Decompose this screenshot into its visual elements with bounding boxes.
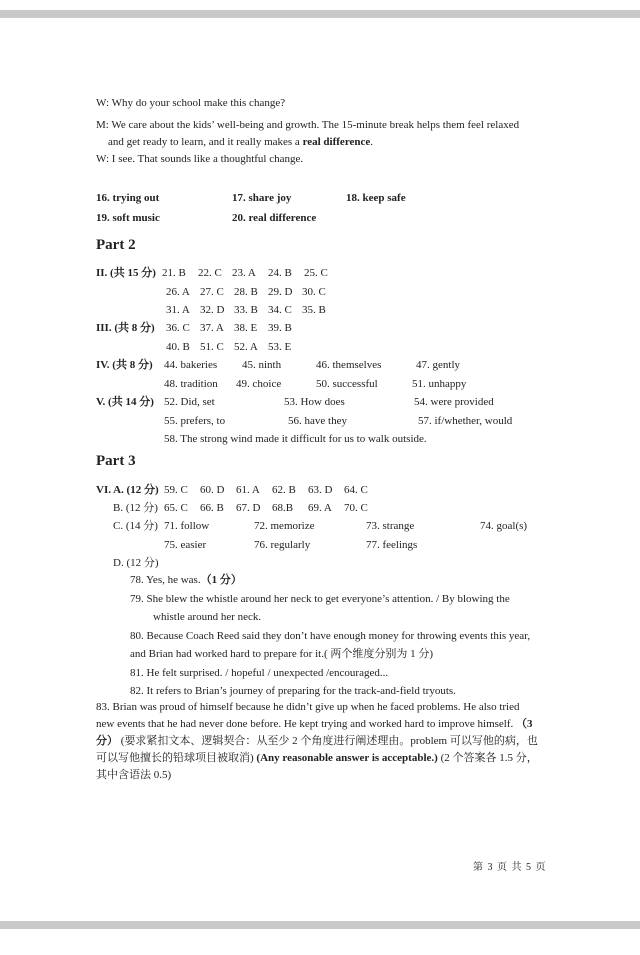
answer-item: 49. choice: [236, 378, 282, 390]
answer-79-line1: 79. She blew the whistle around her neck to get everyone’s attention. / By blowing the: [130, 593, 510, 605]
answer-78: [130, 573, 242, 587]
answer-item: 66. B: [200, 502, 224, 514]
answer-item: 72. memorize: [254, 520, 315, 532]
answer-18: 18. keep safe: [346, 192, 406, 204]
answer-item: 28. B: [234, 286, 258, 298]
answer-78-text: 78. Yes, he was.: [130, 574, 201, 586]
page-number: 第 3 页 共 5 页: [473, 862, 547, 873]
answer-item: 26. A: [166, 286, 190, 298]
answer-83-text: 83. Brian was proud of himself because he didn’t give up when he faced problems. He also tried new events that he had never done before. He kept trying and worked hard to improve himself.: [96, 701, 520, 730]
answer-item: 23. A: [232, 267, 256, 279]
answer-item: 35. B: [302, 304, 326, 316]
dialogue-line-w2: W: I see. That sounds like a thoughtful change.: [96, 153, 304, 165]
answer-item: 27. C: [200, 286, 224, 298]
answer-item: 24. B: [268, 267, 292, 279]
answer-item: 21. B: [162, 267, 186, 279]
answer-item: 52. Did, set: [164, 396, 215, 408]
answer-16: 16. trying out: [96, 192, 160, 204]
answer-item: 63. D: [308, 484, 333, 496]
section-vi-c-label: C. (14 分): [113, 520, 158, 532]
answer-20: 20. real difference: [232, 212, 317, 224]
answer-item: 46. themselves: [316, 359, 382, 371]
answer-item: 39. B: [268, 322, 292, 334]
answer-item: 56. have they: [288, 415, 347, 427]
answer-item: 33. B: [234, 304, 258, 316]
answer-item: 59. C: [164, 484, 188, 496]
answer-item: 44. bakeries: [164, 359, 218, 371]
answer-item: 25. C: [304, 267, 328, 279]
answer-item: 53. How does: [284, 396, 345, 408]
dialogue-line-w1: W: Why do your school make this change?: [96, 97, 286, 109]
bottom-page-border: [0, 921, 640, 929]
answer-item: 73. strange: [366, 520, 415, 532]
answer-79-line2: whistle around her neck.: [153, 611, 262, 623]
answer-17: 17. share joy: [232, 192, 292, 204]
answer-item: 51. C: [200, 341, 224, 353]
answer-item: 45. ninth: [242, 359, 282, 371]
answer-item: 40. B: [166, 341, 190, 353]
answer-item: 54. were provided: [414, 396, 494, 408]
answer-item: 52. A: [234, 341, 258, 353]
answer-78-score: （1 分）: [200, 574, 242, 586]
answer-item: 70. C: [344, 502, 368, 514]
answer-58: 58. The strong wind made it difficult for us to walk outside.: [164, 433, 427, 445]
answer-item: 55. prefers, to: [164, 415, 226, 427]
answer-item: 65. C: [164, 502, 188, 514]
section-iv-label: IV. (共 8 分): [96, 359, 153, 371]
dialogue-line-m2: [108, 135, 373, 149]
answer-item: 75. easier: [164, 539, 207, 551]
answer-item: 36. C: [166, 322, 190, 334]
answer-83-note: (要求紧扣文本、逻辑契合：从至少 2 个角度进行阐述理由。problem 可以写他的病，也可以写他擅长的铅球项目被取消): [96, 735, 538, 764]
answer-item: 22. C: [198, 267, 222, 279]
section-vi-b-label: B. (12 分): [113, 502, 158, 514]
answer-83-tail: (2 个答案各 1.5 分，其中含语法 0.5): [96, 752, 538, 781]
answer-item: 71. follow: [164, 520, 210, 532]
part2-heading: Part 2: [96, 237, 136, 253]
period: .: [370, 136, 374, 148]
answer-81: 81. He felt surprised. / hopeful / unexpected /encouraged...: [130, 667, 389, 679]
answer-item: 38. E: [234, 322, 258, 334]
answer-item: 61. A: [236, 484, 260, 496]
answer-item: 69. A: [308, 502, 332, 514]
answer-item: 76. regularly: [254, 539, 311, 551]
answer-80-line1: 80. Because Coach Reed said they don’t have enough money for throwing events this year,: [130, 630, 531, 642]
answer-item: 77. feelings: [366, 539, 418, 551]
section-vi-a-label: VI. A. (12 分): [96, 484, 159, 496]
answer-83-accept: (Any reasonable answer is acceptable.): [256, 752, 438, 764]
dialogue-line-m1: M: We care about the kids’ well-being and growth. The 15-minute break helps them feel relaxed: [96, 119, 520, 131]
dialogue-text: and get ready to learn, and it really makes a: [108, 136, 300, 148]
answer-83-score: （3 分）: [96, 718, 533, 747]
answer-item: 68.B: [272, 502, 294, 514]
answer-item: 30. C: [302, 286, 326, 298]
answer-item: 48. tradition: [164, 378, 218, 390]
answer-item: 51. unhappy: [412, 378, 467, 390]
section-vi-d-label: D. (12 分): [113, 557, 159, 569]
answer-80-line2: and Brian had worked hard to prepare for it.( 两个维度分别为 1 分): [130, 648, 434, 660]
answer-item: 53. E: [268, 341, 292, 353]
top-page-border: [0, 10, 640, 18]
answer-item: 62. B: [272, 484, 296, 496]
answer-item: 60. D: [200, 484, 225, 496]
answer-19: 19. soft music: [96, 212, 160, 224]
answer-item: 57. if/whether, would: [418, 415, 513, 427]
answer-item: 31. A: [166, 304, 190, 316]
answer-item: 29. D: [268, 286, 293, 298]
answer-item: 47. gently: [416, 359, 460, 371]
section-v-label: V. (共 14 分): [96, 396, 154, 408]
part3-heading: Part 3: [96, 453, 136, 469]
answer-item: 32. D: [200, 304, 225, 316]
answer-item: 74. goal(s): [480, 520, 528, 532]
answer-item: 67. D: [236, 502, 261, 514]
answer-item: 64. C: [344, 484, 368, 496]
answer-82: 82. It refers to Brian’s journey of preparing for the track-and-field tryouts.: [130, 685, 456, 697]
answer-item: 34. C: [268, 304, 292, 316]
answer-item: 37. A: [200, 322, 224, 334]
answer-item: 50. successful: [316, 378, 378, 390]
answer-83: [96, 699, 538, 784]
highlight-answer: real difference: [302, 136, 371, 148]
section-ii-label: II. (共 15 分): [96, 267, 156, 279]
section-iii-label: III. (共 8 分): [96, 322, 155, 334]
